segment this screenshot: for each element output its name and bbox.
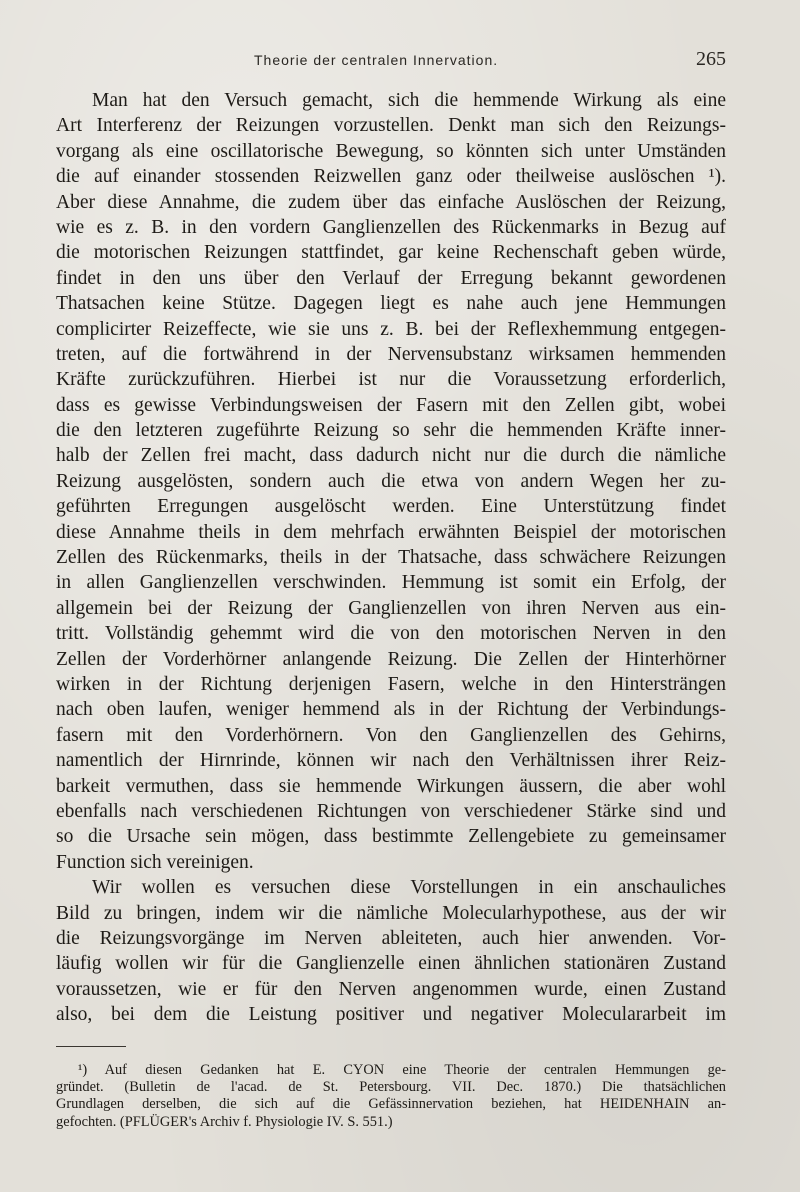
footnote-divider — [56, 1046, 126, 1047]
body-text — [56, 88, 726, 1027]
text-line: ebenfalls nach verschiedenen Richtungen von verschiedener Stärke sind und — [56, 800, 726, 822]
text-line: treten, auf die fortwährend in der Nervensubstanz wirksamen hemmenden — [56, 343, 726, 365]
footnote-line: gefochten. (PFLÜGER's Archiv f. Physiologie IV. S. 551.) — [56, 1113, 393, 1130]
text-line: Kräfte zurückzuführen. Hierbei ist nur die Voraussetzung erforderlich, — [56, 369, 726, 391]
text-line: Wir wollen es versuchen diese Vorstellungen in ein anschauliches — [92, 877, 726, 899]
text-line: vorgang als eine oscillatorische Bewegung, so könnten sich unter Umständen — [56, 140, 726, 162]
text-line: geführten Erregungen ausgelöscht werden. Eine Unterstützung findet — [56, 496, 726, 518]
running-title: Theorie der centralen Innervation. — [254, 52, 499, 68]
text-line: voraussetzen, wie er für den Nerven angenommen wurde, einen Zustand — [56, 978, 726, 1000]
text-line: halb der Zellen frei macht, dass dadurch nicht nur die durch die nämliche — [56, 445, 726, 467]
footnote-line: ¹) Auf diesen Gedanken hat E. CYON eine Theorie der centralen Hemmungen ge- — [78, 1062, 726, 1078]
text-line: wie es z. B. in den vordern Ganglienzellen des Rückenmarks in Bezug auf — [56, 216, 726, 238]
text-line: Zellen des Rückenmarks, theils in der Thatsache, dass schwächere Reizungen — [56, 547, 726, 569]
text-line: in allen Ganglienzellen verschwinden. Hemmung ist somit ein Erfolg, der — [56, 572, 726, 594]
running-head — [56, 48, 726, 78]
text-line: die motorischen Reizungen stattfindet, gar keine Rechenschaft geben würde, — [56, 242, 726, 264]
text-line: allgemein bei der Reizung der Ganglienzellen von ihren Nerven aus ein- — [56, 597, 726, 619]
page-number: 265 — [696, 48, 726, 70]
footnote-line: Grundlagen derselben, die sich auf die Gefässinnervation beziehen, hat HEIDENHAIN an- — [56, 1096, 726, 1113]
text-line: Aber diese Annahme, die zudem über das einfache Auslöschen der Reizung, — [56, 191, 726, 213]
text-line: so die Ursache sein mögen, dass bestimmte Zellengebiete zu gemeinsamer — [56, 826, 726, 848]
paragraph-1 — [56, 88, 726, 875]
text-line: läufig wollen wir für die Ganglienzelle einen ähnlichen stationären Zustand — [56, 953, 726, 975]
text-line: nach oben laufen, weniger hemmend als in der Richtung der Verbindungs- — [56, 699, 726, 721]
text-line: dass es gewisse Verbindungsweisen der Fasern mit den Zellen gibt, wobei — [56, 394, 726, 416]
paragraph-2 — [56, 875, 726, 1027]
text-line: die auf einander stossenden Reizwellen ganz oder theilweise auslöschen ¹). — [56, 166, 726, 188]
text-line: Zellen der Vorderhörner anlangende Reizung. Die Zellen der Hinterhörner — [56, 648, 726, 670]
text-line: Bild zu bringen, indem wir die nämliche Molecularhypothese, aus der wir — [56, 902, 726, 924]
text-line: complicirter Reizeffecte, wie sie uns z. B. bei der Reflexhemmung entgegen- — [56, 318, 726, 340]
text-line: barkeit vermuthen, dass sie hemmende Wirkungen äussern, die aber wohl — [56, 775, 726, 797]
footnote-line: gründet. (Bulletin de l'acad. de St. Petersbourg. VII. Dec. 1870.) Die thatsächlichen — [56, 1079, 726, 1096]
text-line: also, bei dem die Leistung positiver und negativer Moleculararbeit im — [56, 1004, 726, 1026]
text-line: die den letzteren zugeführte Reizung so sehr die hemmenden Kräfte inner- — [56, 420, 726, 442]
text-line: wirken in der Richtung derjenigen Fasern, welche in den Hintersträngen — [56, 673, 726, 695]
footnote — [56, 1062, 726, 1131]
text-line: die Reizungsvorgänge im Nerven ableiteten, auch hier anwenden. Vor- — [56, 927, 726, 949]
text-line: Art Interferenz der Reizungen vorzustellen. Denkt man sich den Reizungs- — [56, 115, 726, 137]
text-line: Function sich vereinigen. — [56, 851, 254, 873]
text-line: namentlich der Hirnrinde, können wir nach den Verhältnissen ihrer Reiz- — [56, 750, 726, 772]
text-line: fasern mit den Vorderhörnern. Von den Ganglienzellen des Gehirns, — [56, 724, 726, 746]
text-line: Reizung ausgelösten, sondern auch die etwa von andern Wegen her zu- — [56, 470, 726, 492]
text-line: findet in den uns über den Verlauf der Erregung bekannt gewordenen — [56, 267, 726, 289]
text-line: Man hat den Versuch gemacht, sich die hemmende Wirkung als eine — [92, 90, 726, 111]
text-line: diese Annahme theils in dem mehrfach erwähnten Beispiel der motorischen — [56, 521, 726, 543]
text-line: Thatsachen keine Stütze. Dagegen liegt es nahe auch jene Hemmungen — [56, 293, 726, 315]
text-line: tritt. Vollständig gehemmt wird die von den motorischen Nerven in den — [56, 623, 726, 645]
